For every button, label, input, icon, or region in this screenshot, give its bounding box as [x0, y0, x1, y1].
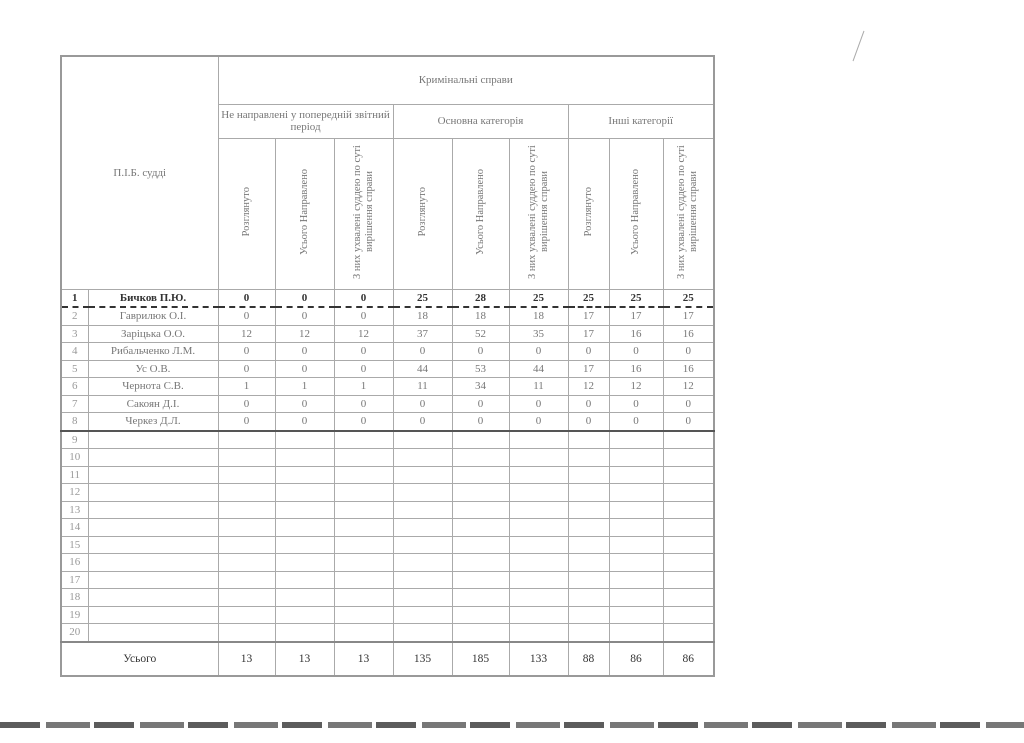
row-number: 14: [61, 519, 88, 537]
total-value: 185: [452, 642, 509, 676]
cell-value: 12: [663, 378, 714, 396]
cell-value: [393, 606, 452, 624]
row-number: 19: [61, 606, 88, 624]
cell-value: [509, 484, 568, 502]
cell-value: [452, 554, 509, 572]
cell-value: 12: [218, 325, 275, 343]
cell-value: [393, 501, 452, 519]
subcolumn-label: Розглянуто: [582, 187, 594, 237]
total-value: 133: [509, 642, 568, 676]
cell-value: [509, 589, 568, 607]
cell-value: 37: [393, 325, 452, 343]
judge-name: [88, 571, 218, 589]
cell-value: [452, 501, 509, 519]
cell-value: [663, 466, 714, 484]
cell-value: 0: [218, 413, 275, 431]
cell-value: 25: [663, 289, 714, 307]
table-row: [61, 289, 714, 307]
cell-value: [509, 466, 568, 484]
cell-value: 0: [275, 360, 334, 378]
cell-value: [609, 606, 663, 624]
cell-value: 0: [568, 395, 609, 413]
cell-value: [509, 536, 568, 554]
table-row: [61, 536, 714, 554]
cell-value: [568, 501, 609, 519]
cell-value: [393, 519, 452, 537]
total-label: Усього: [61, 642, 218, 676]
judge-name: [88, 554, 218, 572]
cell-value: [218, 484, 275, 502]
row-number: 7: [61, 395, 88, 413]
total-row: [61, 642, 714, 676]
cell-value: [568, 449, 609, 467]
cell-value: 17: [663, 307, 714, 325]
cell-value: [393, 571, 452, 589]
cell-value: [218, 501, 275, 519]
cell-value: 12: [275, 325, 334, 343]
total-value: 86: [663, 642, 714, 676]
pen-mark: [853, 31, 865, 61]
cell-value: 25: [609, 289, 663, 307]
cell-value: [218, 519, 275, 537]
cell-value: [275, 484, 334, 502]
judge-name: [88, 606, 218, 624]
table-row: [61, 466, 714, 484]
cell-value: [509, 449, 568, 467]
cell-value: [663, 624, 714, 642]
cell-value: 1: [334, 378, 393, 396]
cell-value: [275, 624, 334, 642]
cell-value: [509, 519, 568, 537]
table-row: [61, 589, 714, 607]
cell-value: [663, 554, 714, 572]
cell-value: 34: [452, 378, 509, 396]
judge-name: Бичков П.Ю.: [88, 289, 218, 307]
cell-value: 0: [275, 289, 334, 307]
cell-value: 0: [663, 413, 714, 431]
total-value: 86: [609, 642, 663, 676]
cell-value: 0: [452, 343, 509, 361]
cell-value: [393, 536, 452, 554]
cell-value: 18: [509, 307, 568, 325]
cell-value: 0: [275, 413, 334, 431]
cell-value: [609, 536, 663, 554]
cell-value: 25: [393, 289, 452, 307]
cell-value: 12: [568, 378, 609, 396]
table-row: [61, 571, 714, 589]
cell-value: 0: [334, 343, 393, 361]
table-row: [61, 431, 714, 449]
cell-value: [334, 484, 393, 502]
table-row: [61, 484, 714, 502]
subcolumn-label: Усього Направлено: [474, 168, 486, 255]
cell-value: [509, 501, 568, 519]
judge-name: [88, 624, 218, 642]
cell-value: 0: [334, 413, 393, 431]
cell-value: [275, 589, 334, 607]
cell-value: [218, 466, 275, 484]
table-row: [61, 519, 714, 537]
cell-value: [452, 589, 509, 607]
cell-value: 16: [609, 325, 663, 343]
cell-value: 0: [334, 395, 393, 413]
subcolumn-label: Усього Направлено: [298, 168, 310, 255]
cell-value: 17: [568, 325, 609, 343]
cell-value: [568, 554, 609, 572]
table-row: [61, 395, 714, 413]
total-value: 88: [568, 642, 609, 676]
cell-value: [609, 554, 663, 572]
row-number: 1: [61, 289, 88, 307]
subcolumn-header: [663, 138, 714, 289]
cell-value: [275, 606, 334, 624]
cell-value: [393, 554, 452, 572]
subcolumn-label: З них ухвалені суддею по суті вирішення справи: [526, 145, 550, 279]
cell-value: [393, 466, 452, 484]
table-row: [61, 360, 714, 378]
cell-value: [509, 571, 568, 589]
cell-value: [609, 519, 663, 537]
cell-value: [609, 589, 663, 607]
cell-value: [452, 571, 509, 589]
cell-value: [663, 606, 714, 624]
cell-value: 0: [509, 413, 568, 431]
cell-value: [334, 571, 393, 589]
subcolumn-label: Розглянуто: [240, 187, 252, 237]
cell-value: [334, 519, 393, 537]
cell-value: [568, 519, 609, 537]
table-row: [61, 449, 714, 467]
cell-value: [452, 484, 509, 502]
subcolumn-header: [275, 138, 334, 289]
cell-value: 17: [568, 360, 609, 378]
cell-value: 0: [218, 307, 275, 325]
row-number: 17: [61, 571, 88, 589]
cell-value: 0: [275, 307, 334, 325]
cell-value: 0: [609, 413, 663, 431]
cell-value: 16: [663, 325, 714, 343]
cell-value: [452, 449, 509, 467]
cell-value: [218, 606, 275, 624]
cell-value: 0: [568, 413, 609, 431]
judge-name: [88, 431, 218, 449]
table-row: [61, 501, 714, 519]
table-row: [61, 624, 714, 642]
judge-name: Сакоян Д.І.: [88, 395, 218, 413]
cell-value: [452, 536, 509, 554]
cell-value: [609, 571, 663, 589]
cell-value: [218, 571, 275, 589]
cell-value: 0: [334, 360, 393, 378]
cell-value: 12: [334, 325, 393, 343]
row-number: 11: [61, 466, 88, 484]
cell-value: [509, 606, 568, 624]
group-header: Основна категорія: [393, 104, 568, 138]
cell-value: 11: [509, 378, 568, 396]
cell-value: [452, 466, 509, 484]
cell-value: 0: [509, 395, 568, 413]
total-value: 13: [218, 642, 275, 676]
cell-value: [509, 624, 568, 642]
table-row: [61, 413, 714, 431]
cell-value: [452, 431, 509, 449]
group-header: Інші категорії: [568, 104, 714, 138]
row-number: 10: [61, 449, 88, 467]
cell-value: 17: [568, 307, 609, 325]
cell-value: 52: [452, 325, 509, 343]
subcolumn-header: [218, 138, 275, 289]
cell-value: [609, 466, 663, 484]
row-number: 18: [61, 589, 88, 607]
row-number: 3: [61, 325, 88, 343]
cell-value: 12: [609, 378, 663, 396]
judge-name: [88, 466, 218, 484]
row-number: 5: [61, 360, 88, 378]
cell-value: 18: [452, 307, 509, 325]
cell-value: 0: [393, 395, 452, 413]
judge-name: [88, 484, 218, 502]
cell-value: 0: [663, 343, 714, 361]
cell-value: [568, 606, 609, 624]
cell-value: [609, 449, 663, 467]
cell-value: 0: [334, 289, 393, 307]
cell-value: 0: [663, 395, 714, 413]
cell-value: 17: [609, 307, 663, 325]
cell-value: [609, 484, 663, 502]
cell-value: [218, 554, 275, 572]
cell-value: [609, 431, 663, 449]
cell-value: [275, 519, 334, 537]
row-number: 13: [61, 501, 88, 519]
cell-value: [334, 589, 393, 607]
judge-name: Заріцька О.О.: [88, 325, 218, 343]
cell-value: [568, 484, 609, 502]
row-number: 6: [61, 378, 88, 396]
cell-value: 0: [393, 343, 452, 361]
cell-value: 0: [218, 289, 275, 307]
judge-name: Гаврилюк О.І.: [88, 307, 218, 325]
cell-value: [218, 589, 275, 607]
subcolumn-label: З них ухвалені суддею по суті вирішення справи: [676, 145, 700, 279]
cell-value: 44: [509, 360, 568, 378]
row-number: 9: [61, 431, 88, 449]
row-number: 12: [61, 484, 88, 502]
cell-value: 0: [509, 343, 568, 361]
cell-value: [218, 431, 275, 449]
row-number: 16: [61, 554, 88, 572]
cell-value: [275, 554, 334, 572]
cell-value: 0: [393, 413, 452, 431]
cell-value: [663, 519, 714, 537]
row-number: 2: [61, 307, 88, 325]
table-row: [61, 343, 714, 361]
cell-value: 0: [218, 395, 275, 413]
cell-value: [334, 536, 393, 554]
judge-name: [88, 536, 218, 554]
cell-value: 0: [568, 343, 609, 361]
cell-value: [568, 589, 609, 607]
cell-value: [452, 519, 509, 537]
cell-value: [218, 449, 275, 467]
cell-value: [393, 589, 452, 607]
cell-value: 0: [609, 395, 663, 413]
cell-value: 0: [275, 343, 334, 361]
table-row: [61, 378, 714, 396]
cell-value: 28: [452, 289, 509, 307]
cell-value: [393, 431, 452, 449]
cell-value: [663, 571, 714, 589]
cell-value: 0: [452, 395, 509, 413]
subcolumn-label: З них ухвалені суддею по суті вирішення справи: [351, 145, 375, 279]
judge-column-header: П.І.Б. судді: [61, 56, 218, 289]
judge-name: [88, 589, 218, 607]
judge-name: Чернота С.В.: [88, 378, 218, 396]
group-header: Не направлені у попередній звітний період: [218, 104, 393, 138]
cell-value: 1: [218, 378, 275, 396]
cell-value: [275, 571, 334, 589]
row-number: 20: [61, 624, 88, 642]
cell-value: 0: [218, 343, 275, 361]
cell-value: [334, 431, 393, 449]
cell-value: [663, 449, 714, 467]
total-value: 13: [334, 642, 393, 676]
cell-value: [393, 624, 452, 642]
cell-value: [663, 431, 714, 449]
row-number: 15: [61, 536, 88, 554]
judge-name: Ус О.В.: [88, 360, 218, 378]
cell-value: [275, 431, 334, 449]
cell-value: 18: [393, 307, 452, 325]
cell-value: 1: [275, 378, 334, 396]
criminal-cases-table: [60, 55, 715, 677]
table-row: [61, 606, 714, 624]
cell-value: 16: [663, 360, 714, 378]
total-value: 135: [393, 642, 452, 676]
cell-value: [609, 624, 663, 642]
cell-value: [663, 589, 714, 607]
judge-name: [88, 519, 218, 537]
judge-name: Черкез Д.Л.: [88, 413, 218, 431]
judge-name: [88, 449, 218, 467]
cell-value: [334, 466, 393, 484]
row-number: 8: [61, 413, 88, 431]
scan-artifact: [0, 722, 1024, 728]
cell-value: [452, 624, 509, 642]
table-row: [61, 325, 714, 343]
cell-value: [275, 466, 334, 484]
cell-value: [275, 449, 334, 467]
cell-value: 11: [393, 378, 452, 396]
cell-value: 25: [509, 289, 568, 307]
cell-value: [452, 606, 509, 624]
cell-value: [218, 624, 275, 642]
cell-value: [568, 624, 609, 642]
subcolumn-header: [452, 138, 509, 289]
cell-value: [275, 501, 334, 519]
row-number: 4: [61, 343, 88, 361]
cell-value: 53: [452, 360, 509, 378]
cell-value: [334, 501, 393, 519]
subcolumn-label: Усього Направлено: [630, 168, 641, 255]
cell-value: 0: [609, 343, 663, 361]
cell-value: 0: [218, 360, 275, 378]
cell-value: 25: [568, 289, 609, 307]
subcolumn-header: [568, 138, 609, 289]
cell-value: [568, 466, 609, 484]
cell-value: [334, 624, 393, 642]
cell-value: [334, 606, 393, 624]
cell-value: [568, 431, 609, 449]
subcolumn-header: [334, 138, 393, 289]
total-value: 13: [275, 642, 334, 676]
cell-value: 0: [452, 413, 509, 431]
subcolumn-header: [393, 138, 452, 289]
cell-value: [334, 554, 393, 572]
cell-value: [568, 536, 609, 554]
cell-value: [509, 431, 568, 449]
cell-value: [509, 554, 568, 572]
cell-value: [393, 484, 452, 502]
cell-value: [609, 501, 663, 519]
cell-value: [663, 536, 714, 554]
cell-value: [663, 501, 714, 519]
table-row: [61, 554, 714, 572]
judge-name: Рибальченко Л.М.: [88, 343, 218, 361]
subcolumn-label: Розглянуто: [416, 187, 428, 237]
cell-value: [218, 536, 275, 554]
cell-value: [393, 449, 452, 467]
subcolumn-header: [609, 138, 663, 289]
cell-value: 0: [275, 395, 334, 413]
cell-value: 0: [334, 307, 393, 325]
cell-value: [275, 536, 334, 554]
judge-name: [88, 501, 218, 519]
table-row: [61, 307, 714, 325]
cell-value: 35: [509, 325, 568, 343]
cell-value: 16: [609, 360, 663, 378]
subcolumn-header: [509, 138, 568, 289]
cell-value: [568, 571, 609, 589]
cell-value: 44: [393, 360, 452, 378]
cell-value: [334, 449, 393, 467]
cell-value: [663, 484, 714, 502]
criminal-cases-header: Кримінальні справи: [218, 56, 714, 104]
